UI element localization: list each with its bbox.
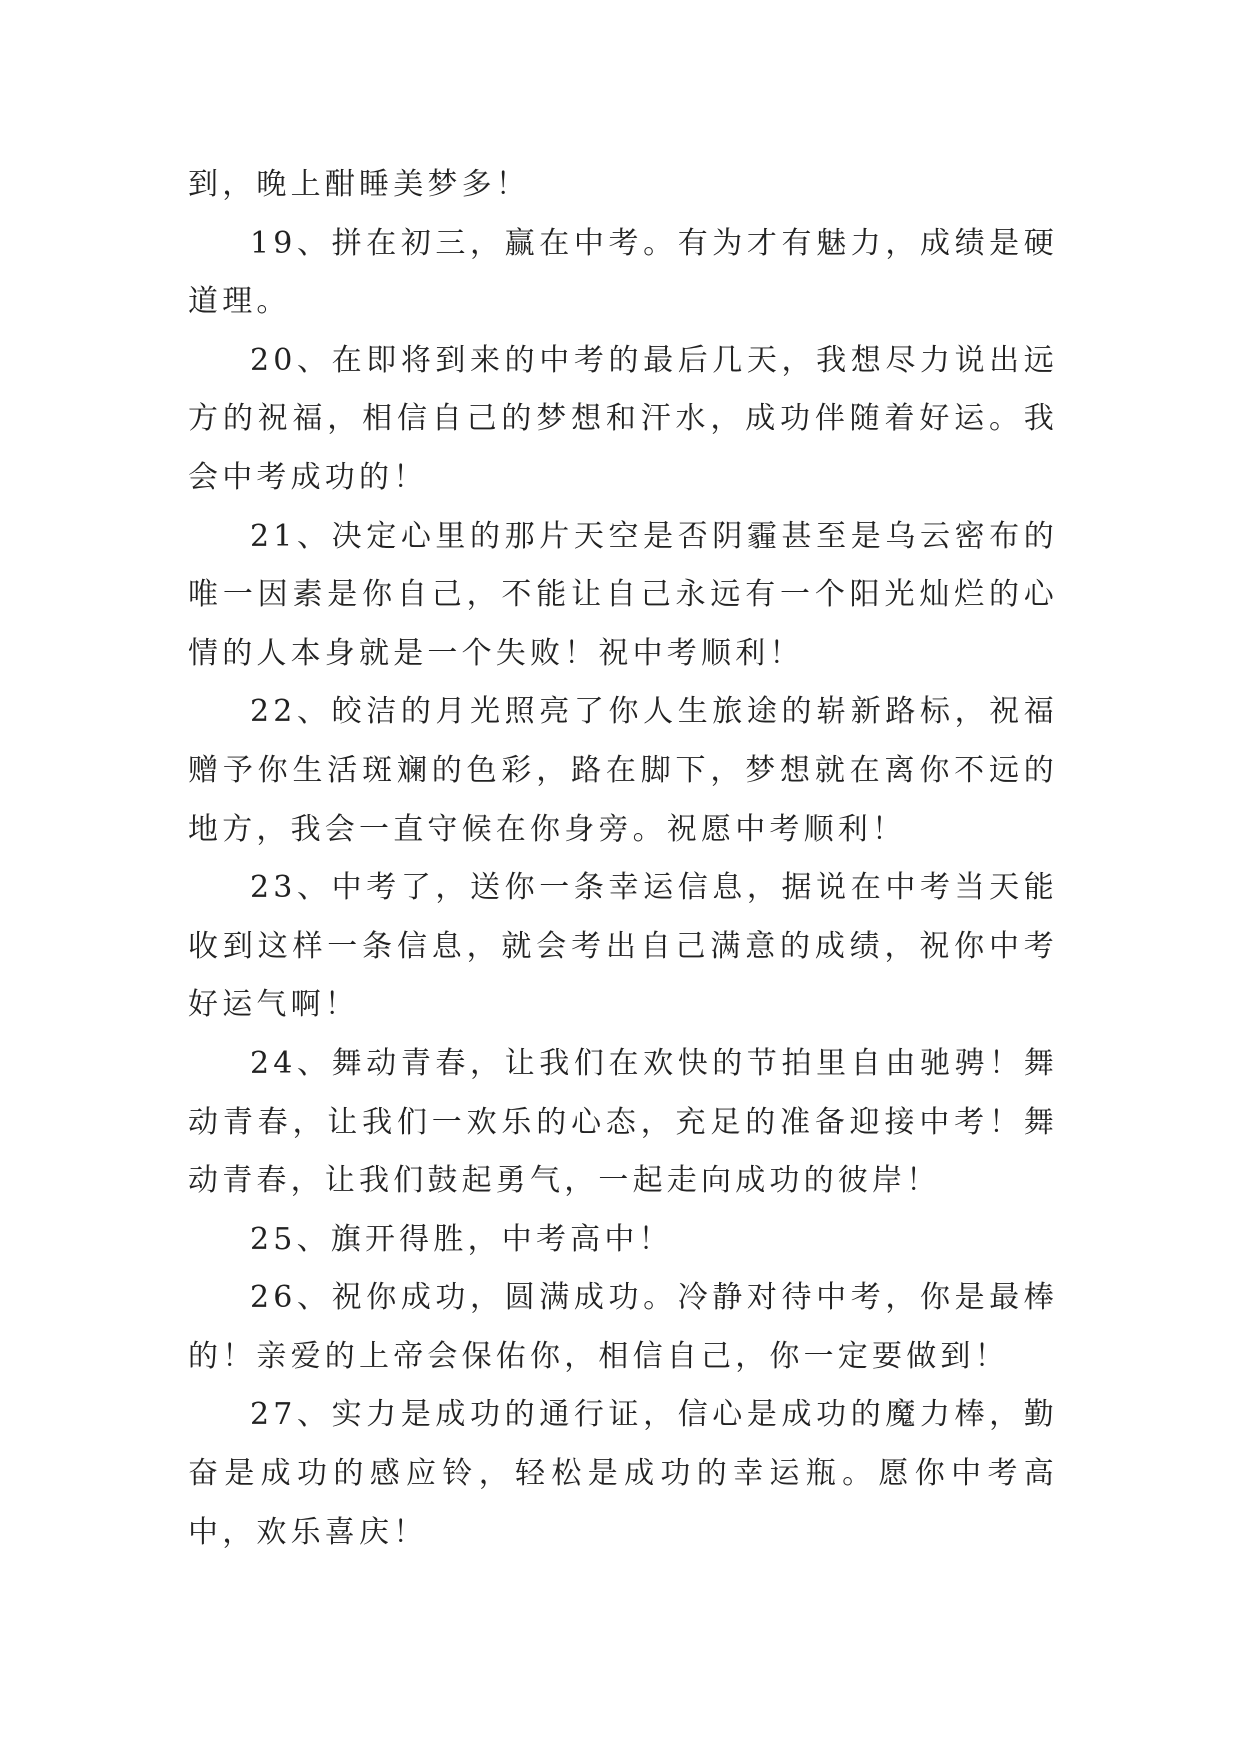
paragraph-26: 26、祝你成功，圆满成功。冷静对待中考，你是最棒的！亲爱的上帝会保佑你，相信自己，你一定要做到！ <box>188 1280 1058 1374</box>
paragraph-27: 27、实力是成功的通行证，信心是成功的魔力棒，勤奋是成功的感应铃，轻松是成功的幸运瓶。愿你中考高中，欢乐喜庆！ <box>188 1397 1058 1550</box>
paragraph-21: 21、决定心里的那片天空是否阴霾甚至是乌云密布的唯一因素是你自己，不能让自己永远有一个阳光灿烂的心情的人本身就是一个失败！祝中考顺利！ <box>188 518 1058 671</box>
document-body <box>188 156 1058 1562</box>
paragraph-25: 25、旗开得胜，中考高中！ <box>250 1221 673 1257</box>
paragraph-19: 19、拼在初三，赢在中考。有为才有魅力，成绩是硬道理。 <box>188 225 1058 320</box>
paragraph-23: 23、中考了，送你一条幸运信息，据说在中考当天能收到这样一条信息，就会考出自己满意的成绩，祝你中考好运气啊！ <box>188 870 1058 1023</box>
paragraph-24: 24、舞动青春，让我们在欢快的节拍里自由驰骋！舞动青春，让我们一欢乐的心态，充足的准备迎接中考！舞动青春，让我们鼓起勇气，一起走向成功的彼岸！ <box>188 1045 1058 1199</box>
paragraph-continued: 到，晚上酣睡美梦多！ <box>188 167 530 202</box>
paragraph-22: 22、皎洁的月光照亮了你人生旅途的崭新路标，祝福赠予你生活斑斓的色彩，路在脚下，梦想就在离你不远的地方，我会一直守候在你身旁。祝愿中考顺利！ <box>188 694 1058 847</box>
paragraph-20: 20、在即将到来的中考的最后几天，我想尽力说出远方的祝福，相信自己的梦想和汗水，成功伴随着好运。我会中考成功的！ <box>188 342 1058 495</box>
